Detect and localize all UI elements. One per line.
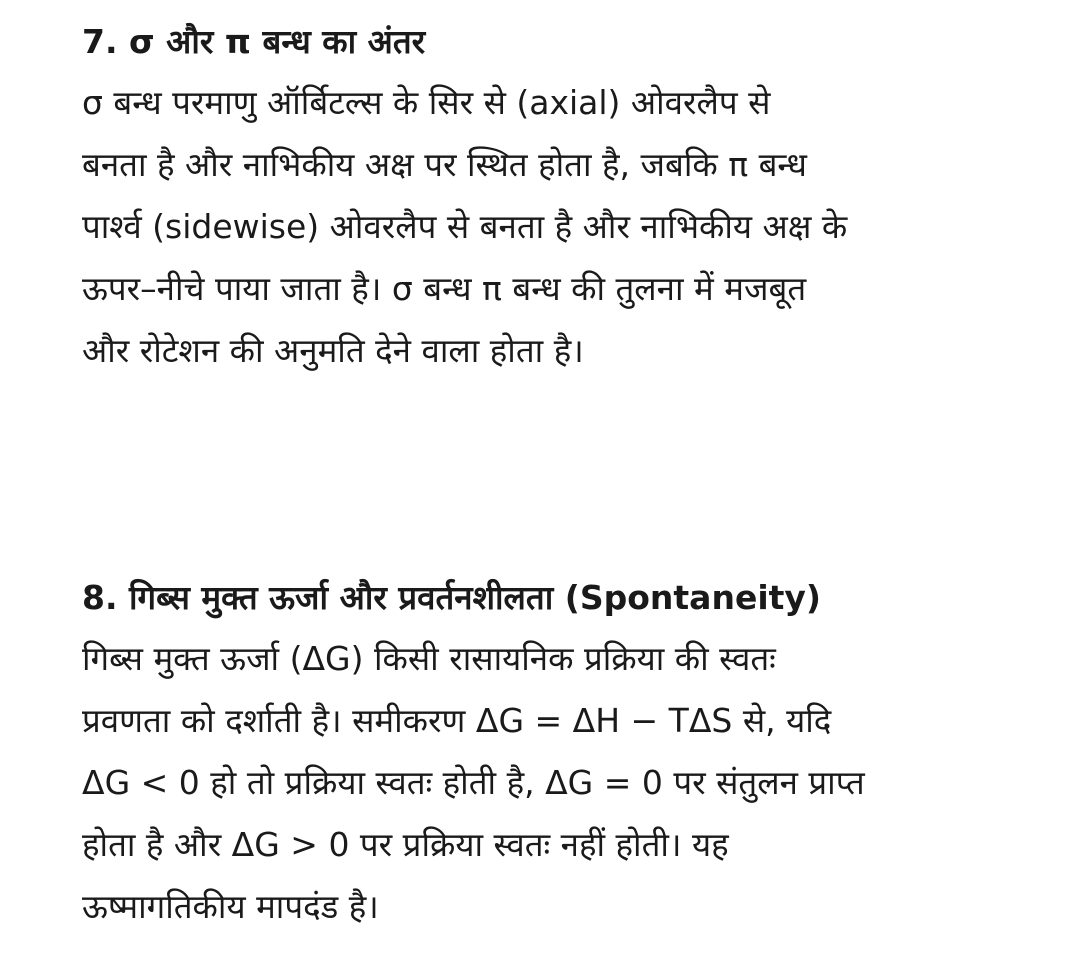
body-line: ऊष्मागतिकीय मापदंड है। [82,887,379,926]
body-line: बनता है और नाभिकीय अक्ष पर स्थित होता है, जबकि π बन्ध [82,145,807,184]
section-gibbs-free-energy [82,568,1042,938]
body-line: σ बन्ध परमाणु ऑर्बिटल्स के सिर से (axial) ओवरलैप से [82,83,771,122]
section-body [82,628,1042,938]
body-line: पार्श्व (sidewise) ओवरलैप से बनता है और नाभिकीय अक्ष के [82,207,848,246]
section-sigma-pi-bond [82,12,1042,382]
section-heading: 8. गिब्स मुक्त ऊर्जा और प्रवर्तनशीलता (Spontaneity) [82,578,822,617]
section-heading: 7. σ और π बन्ध का अंतर [82,22,426,61]
body-line: प्रवणता को दर्शाती है। समीकरण ΔG = ΔH − TΔS से, यदि [82,701,832,740]
body-line: गिब्स मुक्त ऊर्जा (ΔG) किसी रासायनिक प्रक्रिया की स्वतः [82,639,776,678]
body-line: ऊपर–नीचे पाया जाता है। σ बन्ध π बन्ध की तुलना में मजबूत [82,269,807,308]
body-line: होता है और ΔG > 0 पर प्रक्रिया स्वतः नहीं होती। यह [82,825,729,864]
body-line: ΔG < 0 हो तो प्रक्रिया स्वतः होती है, ΔG = 0 पर संतुलन प्राप्त [82,763,865,802]
section-body [82,72,1042,382]
body-line: और रोटेशन की अनुमति देने वाला होता है। [82,331,584,370]
